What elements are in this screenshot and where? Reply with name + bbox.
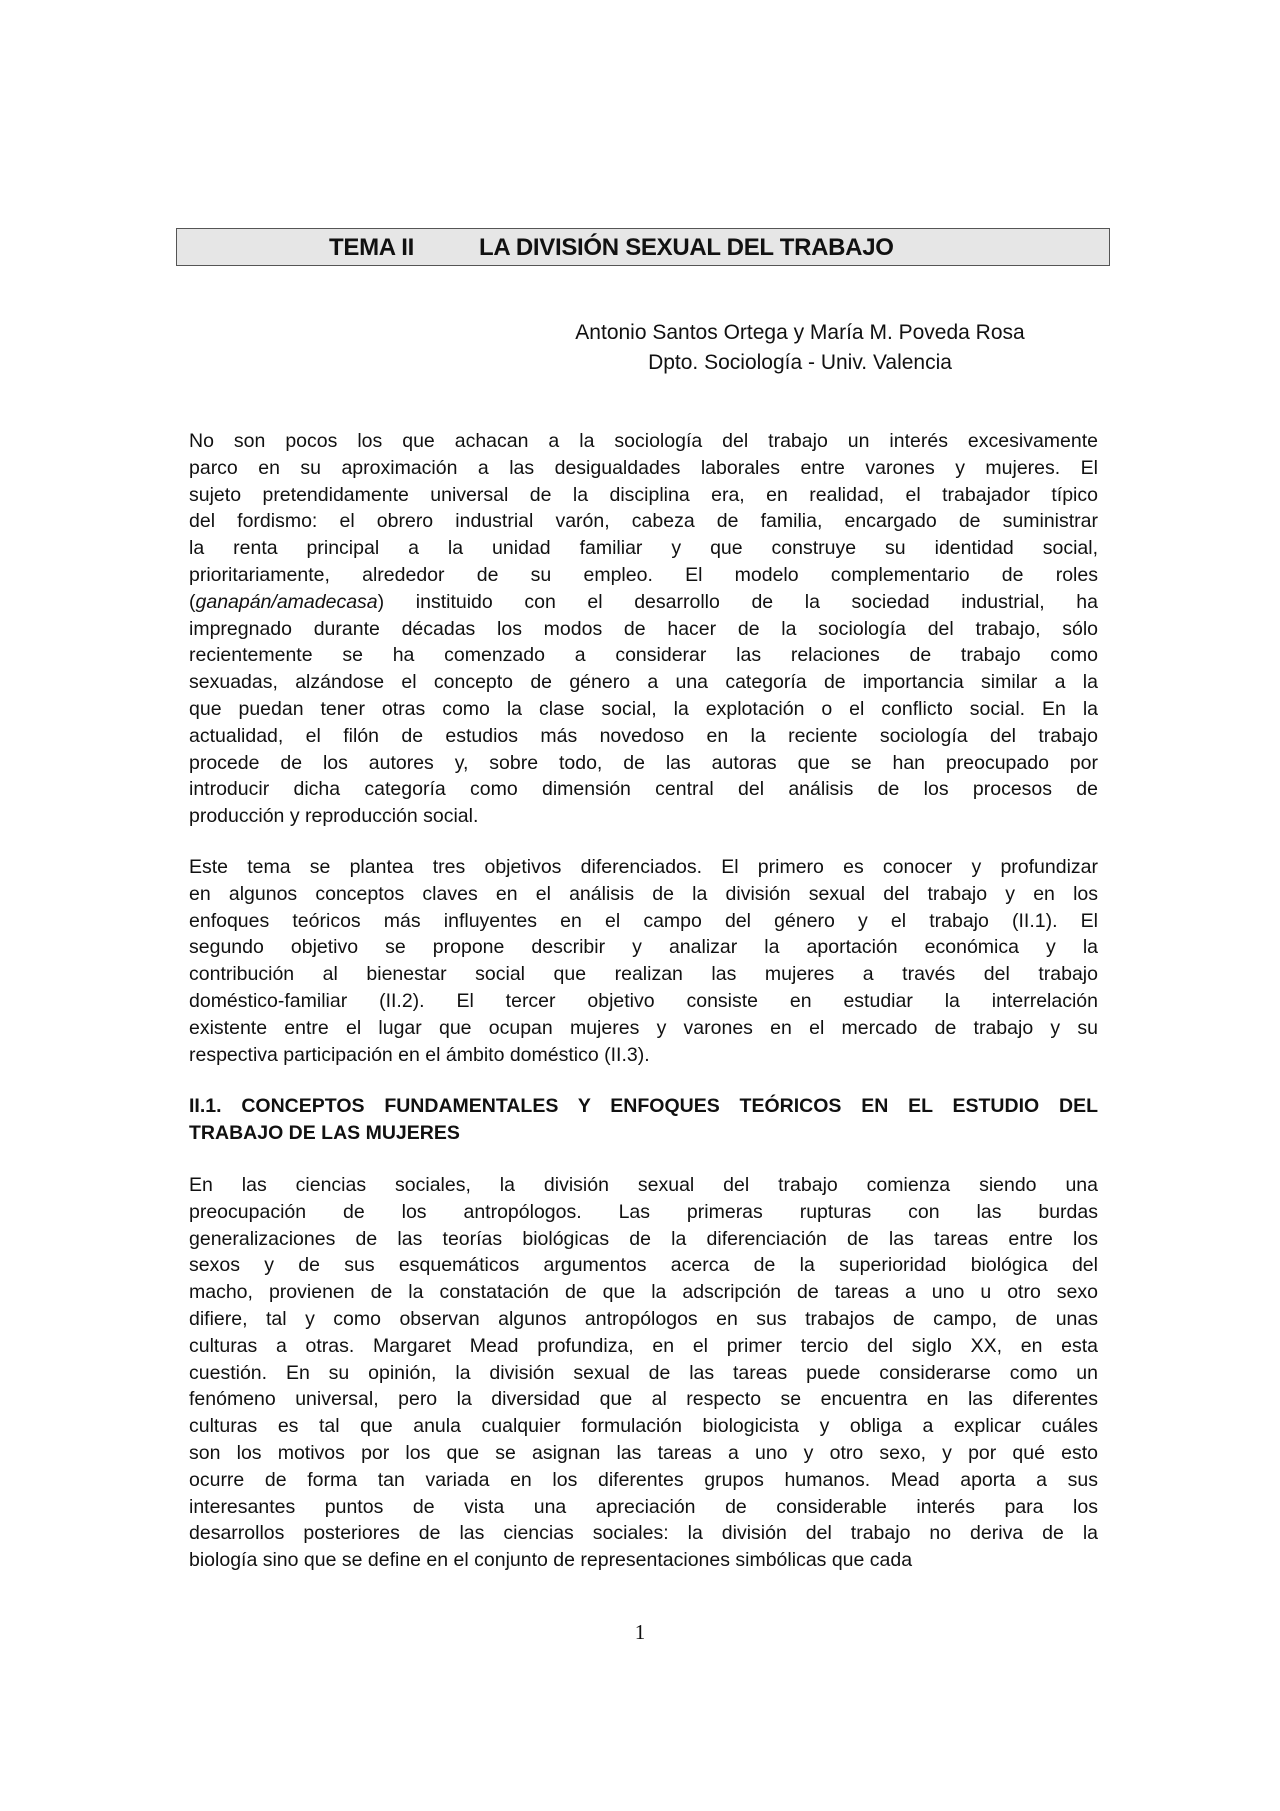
text-line: introducir dicha categoría como dimensión central del análisis de los procesos de [189, 778, 1098, 801]
chapter-title-box [176, 228, 1110, 266]
text-line: cuestión. En su opinión, la división sexual de las tareas puede considerarse como un [189, 1361, 1098, 1384]
author-names: Antonio Santos Ortega y María M. Poveda Rosa [575, 321, 1025, 344]
text-line: fenómeno universal, pero la diversidad que al respecto se encuentra en las diferentes [189, 1388, 1098, 1411]
text-line: ocurre de forma tan variada en los diferentes grupos humanos. Mead aporta a sus [189, 1468, 1098, 1491]
text-line: sexuadas, alzándose el concepto de género a una categoría de importancia similar a la [189, 671, 1098, 694]
author-affiliation: Dpto. Sociología - Univ. Valencia [648, 351, 952, 374]
text-line: segundo objetivo se propone describir y analizar la aportación económica y la [189, 936, 1098, 959]
authors-block [530, 318, 1070, 378]
text-line: En las ciencias sociales, la división sexual del trabajo comienza siendo una [189, 1174, 1098, 1196]
text-line: actualidad, el filón de estudios más novedoso en la reciente sociología del trabajo [189, 724, 1098, 747]
page-number: 1 [634, 1620, 646, 1644]
text-line: No son pocos los que achacan a la sociología del trabajo un interés excesivamente [189, 430, 1098, 452]
text-line: producción y reproducción social. [189, 805, 479, 828]
text-line: parco en su aproximación a las desigualdades laborales entre varones y mujeres. El [189, 456, 1098, 479]
section-heading [189, 1093, 1098, 1147]
text-line: procede de los autores y, sobre todo, de las autoras que se han preocupado por [189, 751, 1098, 774]
text-line: II.1. CONCEPTOS FUNDAMENTALES Y ENFOQUES TEÓRICOS EN EL ESTUDIO DEL [189, 1095, 1098, 1117]
text-line: sujeto pretendidamente universal de la disciplina era, en realidad, el trabajador típico [189, 483, 1098, 506]
text-line: la renta principal a la unidad familiar y que construye su identidad social, [189, 537, 1098, 560]
text-line: son los motivos por los que se asignan las tareas a uno y otro sexo, y por qué esto [189, 1441, 1098, 1464]
paragraph-intro [189, 428, 1098, 830]
chapter-number: TEMA II [329, 234, 415, 261]
text-line: en algunos conceptos claves en el análisis de la división sexual del trabajo y en los [189, 882, 1098, 905]
text-line: desarrollos posteriores de las ciencias sociales: la división del trabajo no deriva de la [189, 1522, 1098, 1545]
text-line: difiere, tal y como observan algunos antropólogos en sus trabajos de campo, de unas [189, 1307, 1098, 1330]
text-line: generalizaciones de las teorías biológicas de la diferenciación de las tareas entre los [189, 1227, 1098, 1250]
text-line: macho, provienen de la constatación de que la adscripción de tareas a uno u otro sexo [189, 1281, 1098, 1304]
text-line: TRABAJO DE LAS MUJERES [189, 1121, 460, 1144]
text-line: que puedan tener otras como la clase social, la explotación o el conflicto social. En la [189, 697, 1098, 720]
paragraph-body [189, 1172, 1098, 1574]
text-line: preocupación de los antropólogos. Las primeras rupturas con las burdas [189, 1200, 1098, 1223]
text-line: prioritariamente, alrededor de su empleo. El modelo complementario de roles [189, 563, 1098, 586]
text-line: (ganapán/amadecasa) instituido con el desarrollo de la sociedad industrial, ha [189, 590, 1098, 613]
text-line: doméstico-familiar (II.2). El tercer objetivo consiste en estudiar la interrelación [189, 989, 1098, 1012]
text-line: existente entre el lugar que ocupan mujeres y varones en el mercado de trabajo y su [189, 1016, 1098, 1039]
italic-term: ganapán/amadecasa [195, 590, 378, 613]
text-line: sexos y de sus esquemáticos argumentos acerca de la superioridad biológica del [189, 1254, 1098, 1277]
text-line: culturas a otras. Margaret Mead profundiza, en el primer tercio del siglo XX, en esta [189, 1334, 1098, 1357]
chapter-title: LA DIVISIÓN SEXUAL DEL TRABAJO [479, 234, 894, 261]
text-line: respectiva participación en el ámbito doméstico (II.3). [189, 1043, 650, 1066]
text-line: culturas es tal que anula cualquier formulación biologicista y obliga a explicar cuáles [189, 1415, 1098, 1438]
text-line: contribución al bienestar social que realizan las mujeres a través del trabajo [189, 963, 1098, 986]
text-line: enfoques teóricos más influyentes en el campo del género y el trabajo (II.1). El [189, 909, 1098, 932]
text-line: biología sino que se define en el conjunto de representaciones simbólicas que cada [189, 1549, 913, 1572]
text-line: recientemente se ha comenzado a considerar las relaciones de trabajo como [189, 644, 1098, 667]
text-line: Este tema se plantea tres objetivos diferenciados. El primero es conocer y profundizar [189, 856, 1098, 878]
text-line: impregnado durante décadas los modos de hacer de la sociología del trabajo, sólo [189, 617, 1098, 640]
text-line: del fordismo: el obrero industrial varón, cabeza de familia, encargado de suministrar [189, 510, 1098, 533]
text-line: interesantes puntos de vista una apreciación de considerable interés para los [189, 1495, 1098, 1518]
paragraph-objectives [189, 854, 1098, 1068]
